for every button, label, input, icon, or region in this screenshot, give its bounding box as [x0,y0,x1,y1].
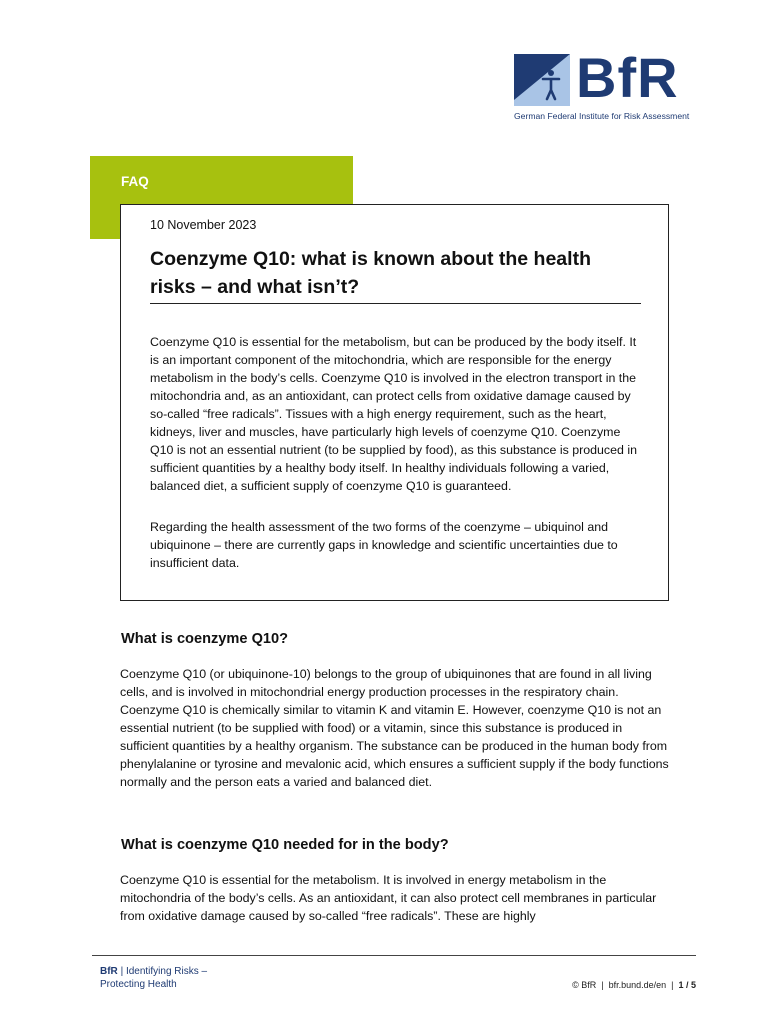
section-heading-1: What is coenzyme Q10? [121,631,289,647]
publication-date: 10 November 2023 [150,218,257,232]
section-paragraph-1: Coenzyme Q10 (or ubiquinone-10) belongs to the group of ubiquinones that are found in all living cells, and is involved in mitochondrial energy production processes in the respiratory chain. Coenzyme Q10 is chemically similar to vitamin K and vitamin E. However, coenzyme Q10 is not an essential nutrient (to be supplied with food) or a vitamin, since this substance is produced in sufficient quantities by a healthy organism. The substance can be produced in the human body from phenylalanine or tyrosine and mevalonic acid, which ensures a sufficient supply if the body functions normally and the person eats a varied and balanced diet. [120,667,669,789]
intro-box [120,204,669,601]
logo-subtitle: German Federal Institute for Risk Assessment [514,111,690,121]
section-heading-2: What is coenzyme Q10 needed for in the body? [121,837,449,853]
footer-slogan-line-2: Protecting Health [100,979,177,990]
category-label: FAQ [121,174,149,189]
intro-paragraph-1: Coenzyme Q10 is essential for the metabolism, but can be produced by the body itself. It is an important component of the mitochondria, which are responsible for the energy metabolism in the body’s cells. Coenzyme Q10 is involved in the electron transport in the mitochondria and, as an antioxidant, can protect cells from oxidative damage caused by so-called “free radicals”. Tissues with a high energy requirement, such as the heart, kidneys, liver and muscles, have particularly high levels of coenzyme Q10. Coenzyme Q10 is not an essential nutrient (to be supplied by food), as this substance is produced in sufficient quantities by a healthy body itself. In healthy individuals following a varied, balanced diet, a sufficient supply of coenzyme Q10 is guaranteed. [150,335,637,493]
footer-slogan [100,965,207,991]
footer-divider [92,955,696,956]
bfr-logo-mark-icon [514,54,570,106]
footer-slogan-line-1: | Identifying Risks – [120,966,208,977]
logo-wordmark: BfR [576,46,679,109]
footer-website-link[interactable]: bfr.bund.de/en [608,980,667,990]
title-divider [150,303,641,304]
section-paragraph-2: Coenzyme Q10 is essential for the metabolism. It is involved in energy metabolism in the mitochondria of the body’s cells. As an antioxidant, it can also protect cell membranes in particular from oxidative damage caused by so-called “free radicals”. These are highly [120,873,657,923]
footer-copyright: © BfR [572,980,597,990]
page-title: Coenzyme Q10: what is known about the health risks – and what isn’t? [150,248,591,298]
footer-meta: © BfR | bfr.bund.de/en | 1 / 5 [572,980,696,990]
intro-paragraph-2: Regarding the health assessment of the two forms of the coenzyme – ubiquinol and ubiquinone – there are currently gaps in knowledge and scientific uncertainties due to insufficient data. [150,520,618,570]
page-number: 1 / 5 [678,980,696,990]
bfr-logo [514,46,700,124]
footer-brand: BfR [100,966,118,977]
